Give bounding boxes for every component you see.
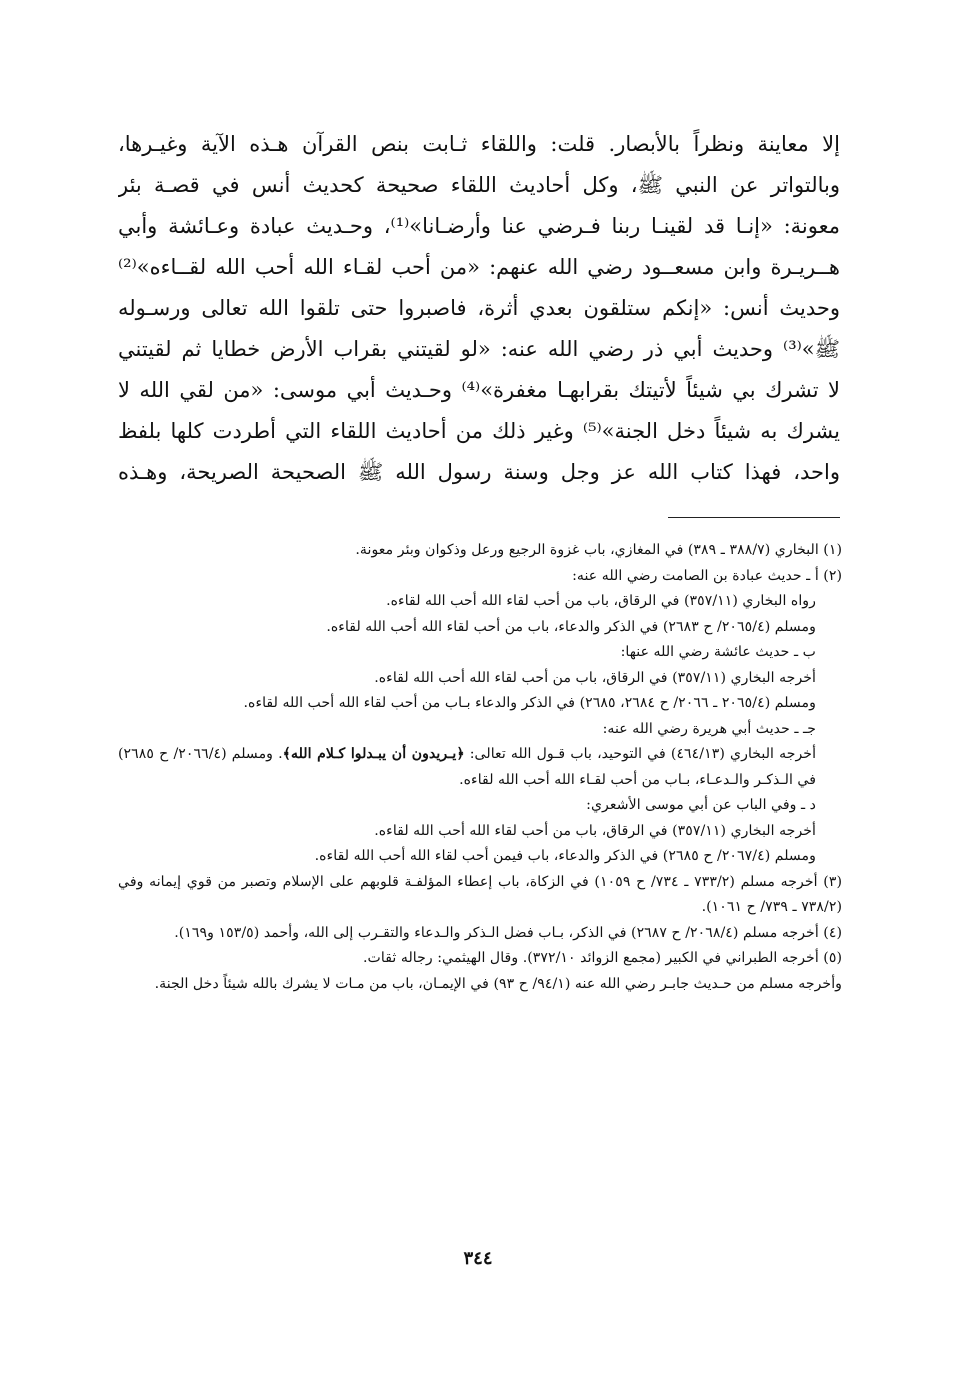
body-line: وحديث أنس: «إنكم ستلقون بعدي أثرة، فاصبروا حتى تلقوا الله تعالى ورسـوله <box>118 296 840 320</box>
footnote-5-continued: وأخرجه مسلم من حـديث جابـر رضي الله عنه (٩٤/١/ ح ٩٣) في الإيمـان، باب من مـات لا يشرك بالله شيئاً دخل الجنة. <box>154 975 842 992</box>
footnotes <box>118 538 842 997</box>
footnote-2-d-heading: د ـ وفي الباب عن أبي موسى الأشعري: <box>586 797 816 813</box>
body-line: ﷺ»⁽³⁾ وحديث أبي ذر رضي الله عنه: «لو لقيتني بقراب الأرض خطايا ثم لقيتني <box>118 337 840 361</box>
footnote-separator <box>668 517 840 518</box>
footnote-2-c-heading: جـ ـ حديث أبي هريرة رضي الله عنه: <box>602 720 816 737</box>
footnote-2-d-line: ومسلم (٢٠٦٧/٤/ ح ٢٦٨٥) في الذكر والدعاء، باب فيمن أحب لقاء الله أحب الله لقاءه. <box>314 848 816 864</box>
body-line: معونة: «إنـا قد لقينـا ربنا فـرضي عنا وأرضـانا»⁽¹⁾، وحـديث عبادة وعـائشة وأبي <box>118 214 840 238</box>
footnote-2-d-line: أخرجه البخاري (٣٥٧/١١) في الرقاق، باب من أحب لقاء الله أحب الله لقاءه. <box>374 822 816 839</box>
footnote-2-b-heading: ب ـ حديث عائشة رضي الله عنها: <box>620 644 816 660</box>
footnote-2-b-line: ومسلم (٢٠٦٥/٤ ـ ٢٠٦٦/ ح ٢٦٨٤، ٢٦٨٥) في الذكر والدعاء بـاب من أحب لقاء الله أحب الله لقاءه. <box>243 695 816 711</box>
body-text <box>118 124 840 493</box>
body-line: إلا معاينة ونظراً بالأبصار. قلت: واللقاء ثـابت بنص القرآن هـذه الآية وغيـرها، <box>118 132 840 156</box>
page-number: ٣٤٤ <box>463 1248 493 1269</box>
footnote-1: (١) البخاري (٣٨٨/٧ ـ ٣٨٩) في المغازي، باب غزوة الرجيع ورعل وذكوان وبئر معونة. <box>355 542 842 558</box>
footnote-4: (٤) أخرجه مسلم (٢٠٦٨/٤/ ح ٢٦٨٧) في الذكر، بـاب فضل الـذكر والـدعاء والتقـرب إلى الله، وأحمد (١٥٣/٥ و١٦٩). <box>174 924 842 941</box>
footnote-2-c-text: . ومسلم (٢٠٦٦/٤/ ح ٢٦٨٥) في الـذكـر والـدعـاء، بـاب من أحب لقـاء الله أحب الله لقاءه. <box>118 746 816 788</box>
footnote-2-a-line: رواه البخاري (٣٥٧/١١) في الرقاق، باب من أحب لقاء الله أحب الله لقاءه. <box>386 593 816 609</box>
body-line: هــريـرة وابن مسعــود رضي الله عنهم: «من أحب لقـاء الله أحب الله لقــاءه»⁽²⁾ <box>118 255 840 279</box>
body-line: وبالتواتر عن النبي ﷺ، وكل أحاديث اللقاء صحيحة كحديث أنس في قصـة بئر <box>118 173 840 197</box>
footnote-2-c-line <box>118 742 842 793</box>
footnote-3: (٣) أخرجه مسلم (٧٣٣/٢ ـ ٧٣٤/ ح ١٠٥٩) في الزكاة، باب إعطاء المؤلفـة قلوبهم على الإسلام وتصبر من قوي إيمانه وفي (٧٣٨/٢ ـ ٧٣٩/ ح ١٠٦١). <box>118 873 842 915</box>
footnote-2-a-line: ومسلم (٢٠٦٥/٤/ ح ٢٦٨٣) في الذكر والدعاء، باب من أحب لقاء الله أحب الله لقاءه. <box>326 618 816 635</box>
footnote-2-c-text: أخرجه البخاري (٤٦٤/١٣) في التوحيد، باب قـول الله تعالى: <box>464 746 817 762</box>
footnote-2-heading: (٢) أ ـ حديث عبادة بن الصامت رضي الله عنه: <box>572 567 842 584</box>
body-line: واحد، فهذا كتاب الله عز وجل وسنة رسول الله ﷺ الصحيحة الصريحة، وهـذه <box>118 460 840 484</box>
footnote-5: (٥) أخرجه الطبراني في الكبير (مجمع الزوائد ٣٧٢/١٠). وقال الهيثمي: رجاله ثقات. <box>363 950 842 966</box>
footnote-2-b-line: أخرجه البخاري (٣٥٧/١١) في الرقاق، باب من أحب لقاء الله أحب الله لقاءه. <box>374 669 816 686</box>
body-line: لا تشرك بي شيئاً لأتيتك بقرابهـا مغفرة»⁽⁴⁾ وحـديث أبي موسى: «من لقي الله لا <box>118 378 840 402</box>
body-line: يشرك به شيئاً دخل الجنة»⁽⁵⁾ وغير ذلك من أحاديث اللقاء التي أطردت كلها بلفظ <box>118 419 840 443</box>
quran-verse: ﴿يـريدون أن يبـدلوا كـلام الله﴾ <box>282 746 465 762</box>
